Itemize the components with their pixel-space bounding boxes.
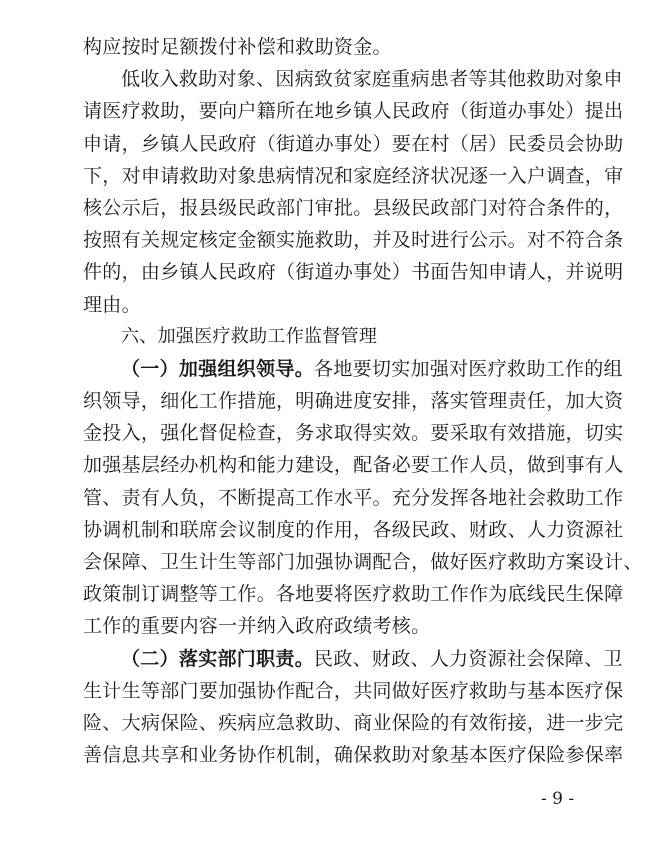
- paragraph-line: 会保障、卫生计生等部门加强协调配合，做好医疗救助方案设计、: [83, 551, 643, 573]
- subsection-first-line: [83, 353, 623, 385]
- paragraph-line: 金投入，强化督促检查，务求取得实效。要采取有效措施，切实: [83, 422, 624, 445]
- paragraph-line: 生计生等部门要加强协作配合，共同做好医疗救助与基本医疗保: [83, 679, 624, 702]
- paragraph-text: 各地要切实加强对医疗救助工作的组: [314, 357, 623, 380]
- paragraph-line: 织领导，细化工作措施，明确进度安排，落实管理责任，加大资: [83, 390, 624, 413]
- paragraph-line: 件的，由乡镇人民政府（街道办事处）书面告知申请人，并说明: [83, 261, 624, 284]
- paragraph-line: 请医疗救助，要向户籍所在地乡镇人民政府（街道办事处）提出: [83, 100, 624, 123]
- subsection-title: （一）加强组织领导。: [121, 357, 315, 380]
- paragraph-line: 低收入救助对象、因病致贫家庭重病患者等其他救助对象申: [121, 68, 623, 91]
- document-body: [83, 31, 643, 771]
- paragraph-line: 善信息共享和业务协作机制，确保救助对象基本医疗保险参保率: [83, 744, 624, 767]
- paragraph-line: 核公示后，报县级民政部门审批。县级民政部门对符合条件的，: [83, 196, 624, 219]
- paragraph-text: 民政、财政、人力资源社会保障、卫: [314, 647, 623, 670]
- paragraph-line: 下，对申请救助对象患病情况和家庭经济状况逐一入户调查，审: [83, 164, 624, 187]
- page-number: - 9 -: [541, 789, 575, 809]
- paragraph-line: 加强基层经办机构和能力建设，配备必要工作人员，做到事有人: [83, 454, 624, 477]
- section-heading: 六、加强医疗救助工作监督管理: [121, 325, 378, 347]
- paragraph-line: 构应按时足额拨付补偿和救助资金。: [83, 36, 392, 58]
- subsection-first-line: [83, 643, 623, 675]
- paragraph-line: 协调机制和联席会议制度的作用，各级民政、财政、人力资源社: [83, 518, 624, 541]
- paragraph-line: 按照有关规定核定金额实施救助，并及时进行公示。对不符合条: [83, 229, 624, 252]
- paragraph-line: 政策制订调整等工作。各地要将医疗救助工作作为底线民生保障: [83, 583, 624, 606]
- subsection-title: （二）落实部门职责。: [121, 647, 315, 670]
- paragraph-line: 申请，乡镇人民政府（街道办事处）要在村（居）民委员会协助: [83, 132, 624, 155]
- paragraph-line: 管、责有人负，不断提高工作水平。充分发挥各地社会救助工作: [83, 486, 624, 509]
- paragraph-line: 理由。: [83, 293, 141, 316]
- paragraph-line: 工作的重要内容一并纳入政府政绩考核。: [83, 615, 431, 638]
- paragraph-line: 险、大病保险、疾病应急救助、商业保险的有效衔接，进一步完: [83, 711, 624, 734]
